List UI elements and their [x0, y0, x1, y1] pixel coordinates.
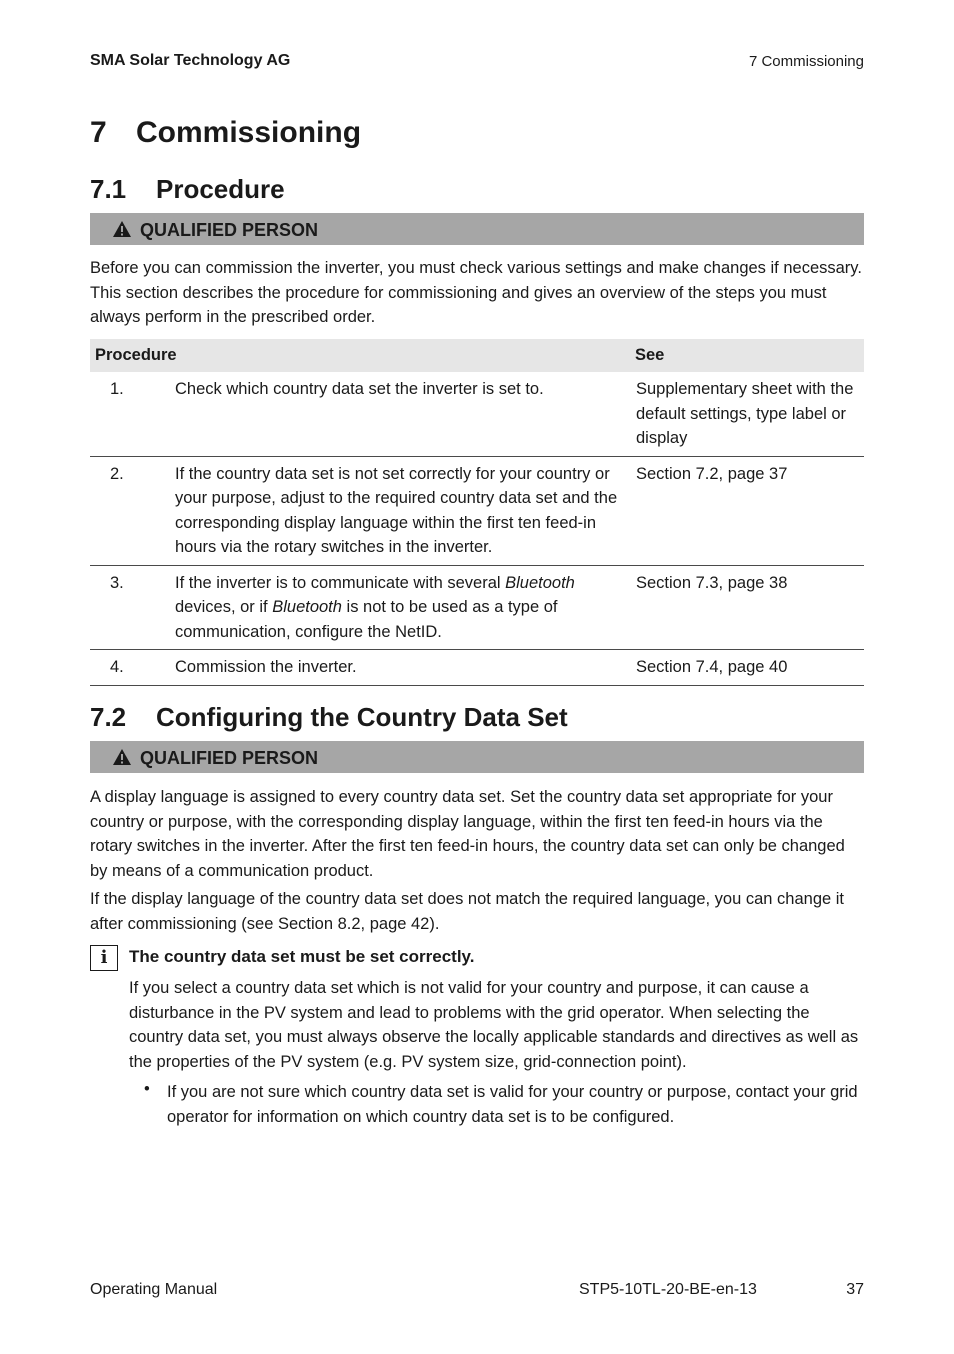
bullet-marker: •: [144, 1080, 150, 1098]
step-reference: Section 7.2, page 37: [630, 456, 864, 565]
header-chapter: 7 Commissioning: [748, 53, 864, 70]
info-icon: i: [90, 945, 118, 971]
section-heading-country-data-set: [90, 702, 568, 733]
section-number: 7.2: [90, 702, 127, 732]
qualified-person-label: QUALIFIED PERSON: [140, 748, 319, 768]
section-title: Procedure: [156, 174, 285, 204]
column-header-procedure: Procedure: [90, 339, 630, 372]
bluetooth-term: Bluetooth: [272, 598, 342, 616]
info-body: If you select a country data set which is not valid for your country and purpose, it can cause a disturbance in the PV system and lead to problems with the grid operator. When selecting the country data set, you must always observe the locally applicable standards and directives as well as the properties of the PV system (e.g. PV system size, grid-connection point).: [129, 979, 859, 1071]
step-text: Check which country data set the inverter is set to.: [175, 372, 630, 456]
step-reference: Section 7.3, page 38: [630, 565, 864, 650]
bullet-text: If you are not sure which country data set is valid for your country or purpose, contact your grid operator for information on which country data set is to be configured.: [167, 1083, 858, 1126]
step-text: If the country data set is not set correctly for your country or your purpose, adjust to the required country data set and the corresponding display language within the first ten feed-in hours via the rotary switches in the inverter.: [175, 456, 630, 565]
section-number: 7.1: [90, 174, 127, 204]
step-text: Commission the inverter.: [175, 650, 630, 686]
step-number: 3.: [90, 565, 175, 650]
bluetooth-term: Bluetooth: [505, 573, 575, 592]
table-row: [90, 650, 864, 686]
section-heading-procedure: [90, 174, 285, 205]
step-text-part: devices, or if: [175, 598, 273, 616]
procedure-intro: Before you can commission the inverter, you must check various settings and make changes if necessary. This section describes the procedure for commissioning and gives an overview of the steps you must always perform in the prescribed order.: [90, 259, 862, 326]
step-reference: Section 7.4, page 40: [630, 650, 864, 686]
column-header-see: See: [630, 339, 864, 372]
chapter-title: Commissioning: [136, 116, 362, 149]
country-data-paragraph-2: If the display language of the country data set does not match the required language, you can change it after commissioning (see Section 8.2, page 42).: [90, 890, 845, 933]
qualified-person-label: QUALIFIED PERSON: [140, 220, 319, 240]
step-number: 1.: [90, 372, 175, 456]
procedure-table: [90, 339, 864, 686]
table-header-row: [90, 339, 864, 372]
info-title: The country data set must be set correctly.: [129, 947, 475, 966]
step-number: 4.: [90, 650, 175, 686]
table-row: [90, 372, 864, 456]
warning-triangle-icon: [112, 215, 132, 249]
footer-manual: Operating Manual: [90, 1281, 218, 1298]
footer-page-number: 37: [846, 1281, 864, 1298]
country-data-paragraph-1: A display language is assigned to every country data set. Set the country data set appropriate for your country or purpose, with the corresponding display language, within the first ten feed-in hours via the rotary switches in the inverter. After the first ten feed-in hours, the country data set can only be changed by means of a communication product.: [90, 788, 845, 880]
step-text: [175, 565, 630, 650]
qualified-person-bar: [90, 213, 864, 245]
step-text-part: is not to be used as a type of communication, configure the NetID.: [175, 598, 558, 641]
table-row: [90, 456, 864, 565]
table-row: [90, 565, 864, 650]
step-number: 2.: [90, 456, 175, 565]
header-company: SMA Solar Technology AG: [90, 52, 291, 69]
chapter-heading: [90, 116, 361, 150]
chapter-number: 7: [90, 116, 107, 149]
warning-triangle-icon: [112, 743, 132, 777]
step-reference: Supplementary sheet with the default settings, type label or display: [630, 372, 864, 456]
qualified-person-bar: [90, 741, 864, 773]
step-text-part: If the inverter is to communicate with several: [175, 573, 506, 592]
footer-document-id: STP5-10TL-20-BE-en-13: [579, 1281, 757, 1298]
section-title: Configuring the Country Data Set: [156, 702, 568, 732]
